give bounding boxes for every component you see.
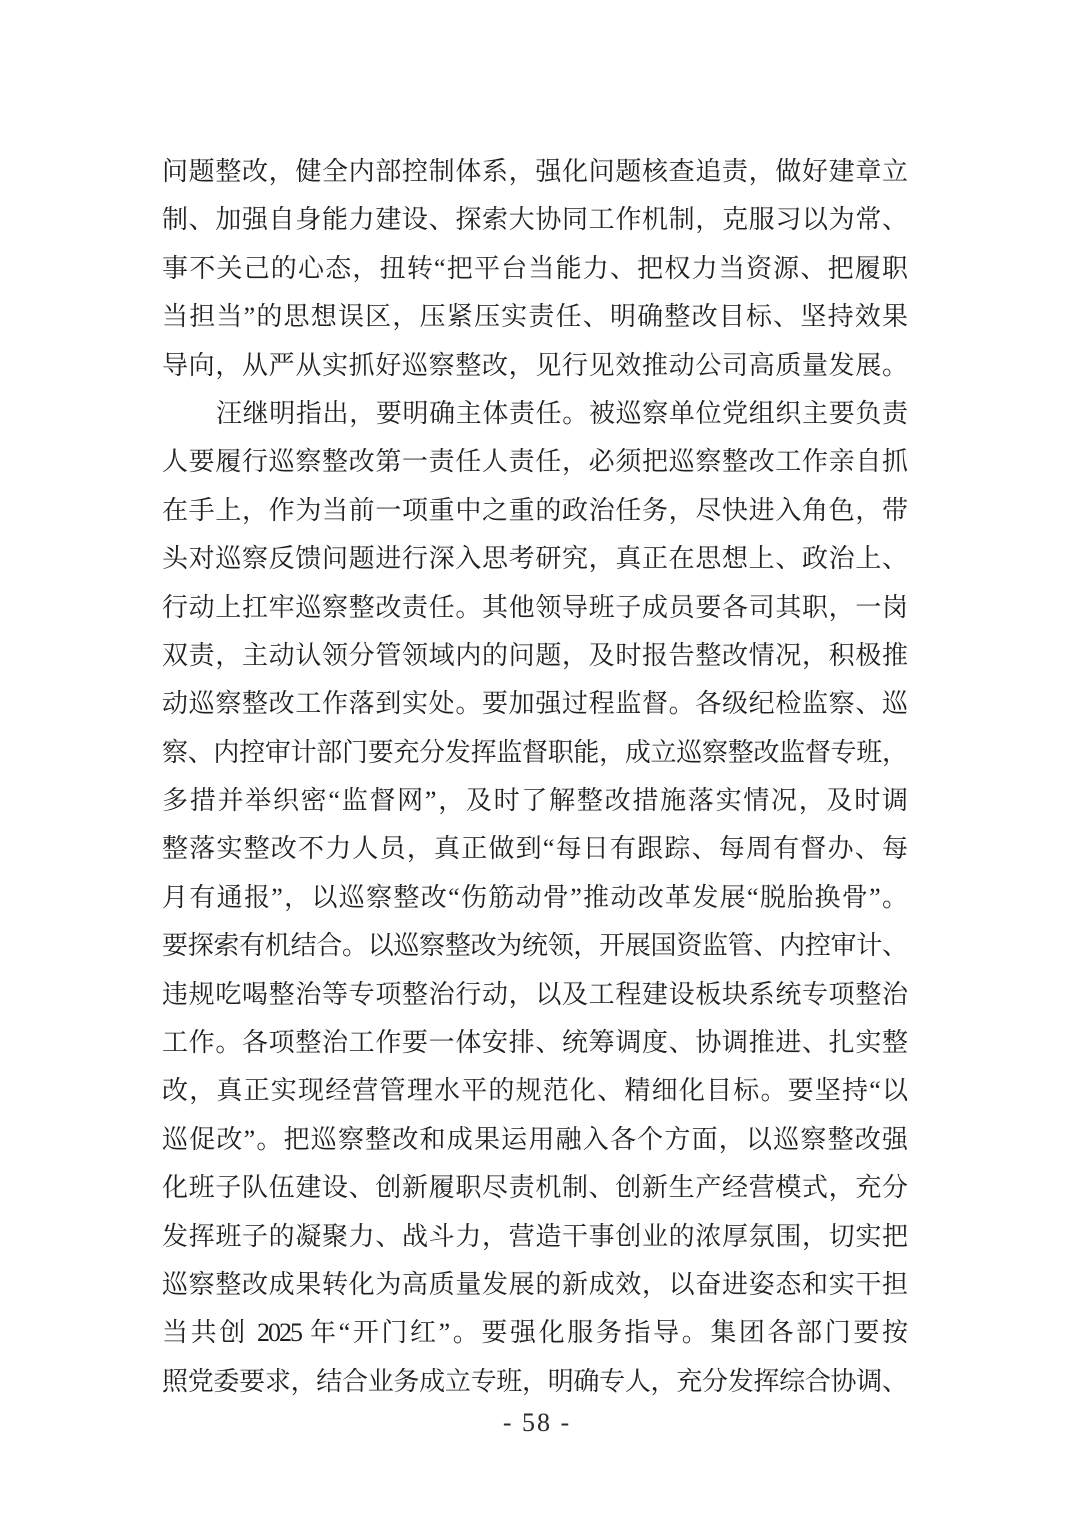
text-line: 改，真正实现经营管理水平的规范化、精细化目标。要坚持“以 xyxy=(162,1076,906,1106)
text-line: 头对巡察反馈问题进行深入思考研究，真正在思想上、政治上、 xyxy=(162,544,906,574)
page-number: - 58 - xyxy=(502,1408,572,1437)
page-body xyxy=(162,148,906,1406)
text-line: 当共创 2025 年“开门红”。要强化服务指导。集团各部门要按 xyxy=(162,1318,906,1348)
text-line: 当担当”的思想误区，压紧压实责任、明确整改目标、坚持效果 xyxy=(162,302,906,332)
text-line: 察、内控审计部门要充分发挥监督职能，成立巡察整改监督专班， xyxy=(162,737,906,767)
text-line: 巡察整改成果转化为高质量发展的新成效，以奋进姿态和实干担 xyxy=(162,1269,906,1299)
text-line: 问题整改，健全内部控制体系，强化问题核查追责，做好建章立 xyxy=(162,157,906,186)
text-line: 整落实整改不力人员，真正做到“每日有跟踪、每周有督办、每 xyxy=(162,834,906,864)
text-line: 事不关己的心态，扭转“把平台当能力、把权力当资源、把履职 xyxy=(162,253,906,283)
text-line: 导向，从严从实抓好巡察整改，见行见效推动公司高质量发展。 xyxy=(162,350,906,380)
text-line: 人要履行巡察整改第一责任人责任，必须把巡察整改工作亲自抓 xyxy=(162,447,906,477)
text-line: 化班子队伍建设、创新履职尽责机制、创新生产经营模式，充分 xyxy=(162,1173,906,1203)
text-line: 汪继明指出，要明确主体责任。被巡察单位党组织主要负责 xyxy=(216,398,906,428)
text-line: 多措并举织密“监督网”，及时了解整改措施落实情况，及时调 xyxy=(162,786,906,816)
text-line: 双责，主动认领分管领域内的问题，及时报告整改情况，积极推 xyxy=(162,640,906,670)
text-line: 要探索有机结合。以巡察整改为统领，开展国资监管、内控审计、 xyxy=(162,931,906,961)
text-line: 制、加强自身能力建设、探索大协同工作机制，克服习以为常、 xyxy=(162,205,906,235)
text-line: 巡促改”。把巡察整改和成果运用融入各个方面，以巡察整改强 xyxy=(162,1124,906,1154)
text-line: 动巡察整改工作落到实处。要加强过程监督。各级纪检监察、巡 xyxy=(162,689,906,719)
text-line: 在手上，作为当前一项重中之重的政治任务，尽快进入角色，带 xyxy=(162,495,906,525)
text-line: 月有通报”，以巡察整改“伤筋动骨”推动改革发展“脱胎换骨”。 xyxy=(162,882,906,912)
text-line: 照党委要求，结合业务成立专班，明确专人，充分发挥综合协调、 xyxy=(162,1366,906,1396)
text-line: 发挥班子的凝聚力、战斗力，营造干事创业的浓厚氛围，切实把 xyxy=(162,1221,906,1251)
text-line: 行动上扛牢巡察整改责任。其他领导班子成员要各司其职，一岗 xyxy=(162,592,906,622)
text-line: 工作。各项整治工作要一体安排、统筹调度、协调推进、扎实整 xyxy=(162,1028,906,1058)
text-line: 违规吃喝整治等专项整治行动，以及工程建设板块系统专项整治 xyxy=(162,979,906,1009)
